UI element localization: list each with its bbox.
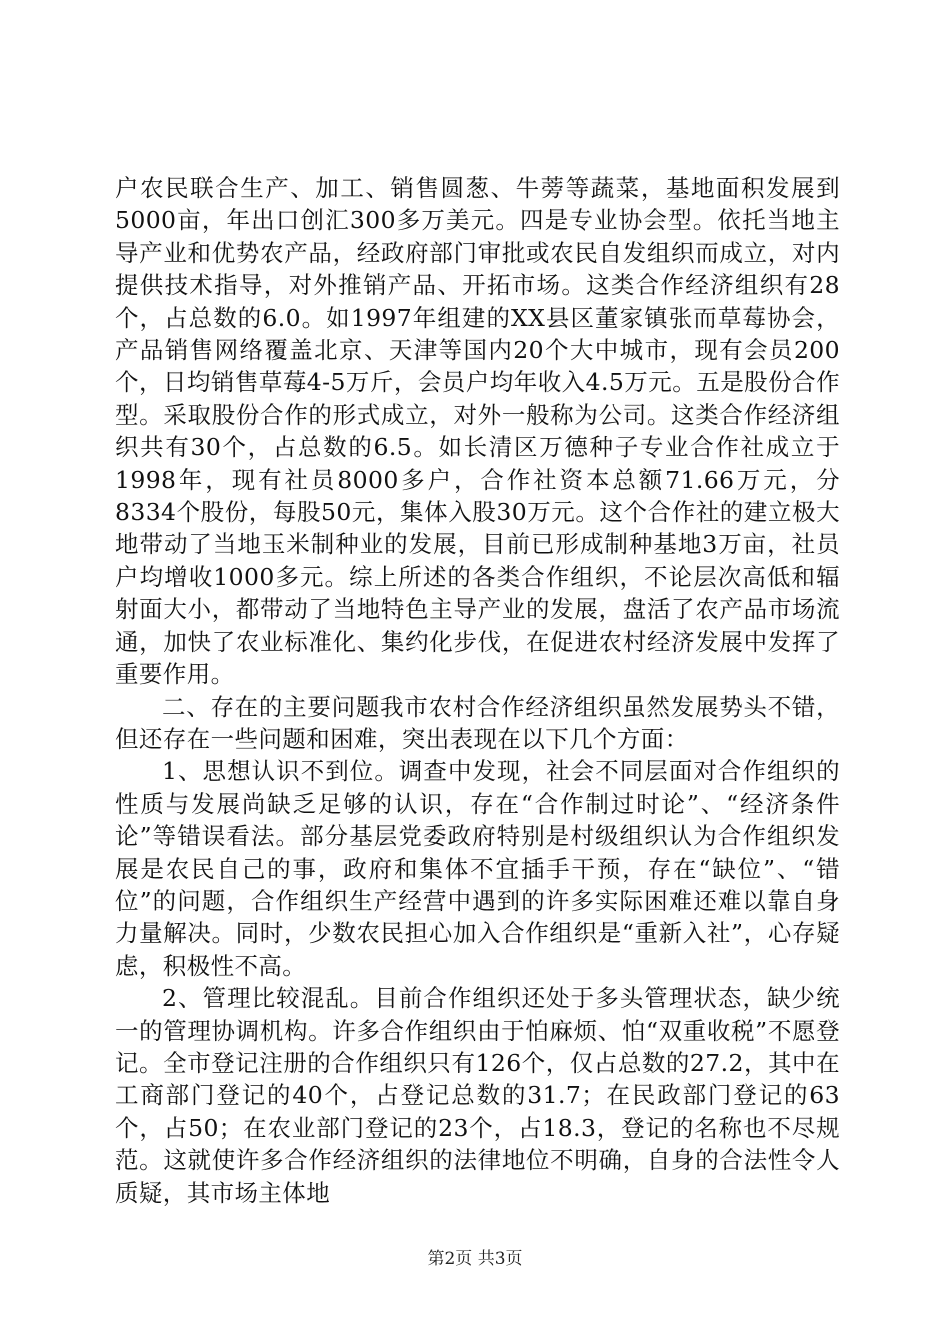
paragraph-item-two: 2、管理比较混乱。目前合作组织还处于多头管理状态，缺少统一的管理协调机构。许多合作组织由于怕麻烦、怕“双重收税”不愿登记。全市登记注册的合作组织只有126个，仅占总数的27.2，其中在工商部门登记的40个，占登记总数的31.7；在民政部门登记的63个，占50；在农业部门登记的23个，占18.3，登记的名称也不尽规范。这就使许多合作经济组织的法律地位不明确，自身的合法性令人质疑，其市场主体地: [115, 984, 840, 1207]
paragraph-section-two: 二、存在的主要问题我市农村合作经济组织虽然发展势头不错，但还存在一些问题和困难，突出表现在以下几个方面：: [115, 692, 840, 753]
paragraph-continuation: 户农民联合生产、加工、销售圆葱、牛蒡等蔬菜，基地面积发展到5000亩，年出口创汇300多万美元。四是专业协会型。依托当地主导产业和优势农产品，经政府部门审批或农民自发组织而成立，对内提供技术指导，对外推销产品、开拓市场。这类合作经济组织有28个，占总数的6.0。如1997年组建的XX县区董家镇张而草莓协会，产品销售网络覆盖北京、天津等国内20个大中城市，现有会员200个，日均销售草莓4-5万斤，会员户均年收入4.5万元。五是股份合作型。采取股份合作的形式成立，对外一般称为公司。这类合作经济组织共有30个，占总数的6.5。如长清区万德种子专业合作社成立于1998年，现有社员8000多户，合作社资本总额71.66万元，分8334个股份，每股50元，集体入股30万元。这个合作社的建立极大地带动了当地玉米制种业的发展，目前已形成制种基地3万亩，社员户均增收1000多元。综上所述的各类合作组织，不论层次高低和辐射面大小，都带动了当地特色主导产业的发展，盘活了农产品市场流通，加快了农业标准化、集约化步伐，在促进农村经济发展中发挥了重要作用。: [115, 174, 840, 689]
body-text: [115, 172, 840, 1209]
paragraph-item-one: 1、思想认识不到位。调查中发现，社会不同层面对合作组织的性质与发展尚缺乏足够的认识，存在“合作制过时论”、“经济条件论”等错误看法。部分基层党委政府特别是村级组织认为合作组织发展是农民自己的事，政府和集体不宜插手干预，存在“缺位”、“错位”的问题，合作组织生产经营中遇到的许多实际困难还难以靠自身力量解决。同时，少数农民担心加入合作组织是“重新入社”，心存疑虑，积极性不高。: [115, 757, 840, 980]
page-footer: 第2页 共3页: [427, 1249, 523, 1269]
